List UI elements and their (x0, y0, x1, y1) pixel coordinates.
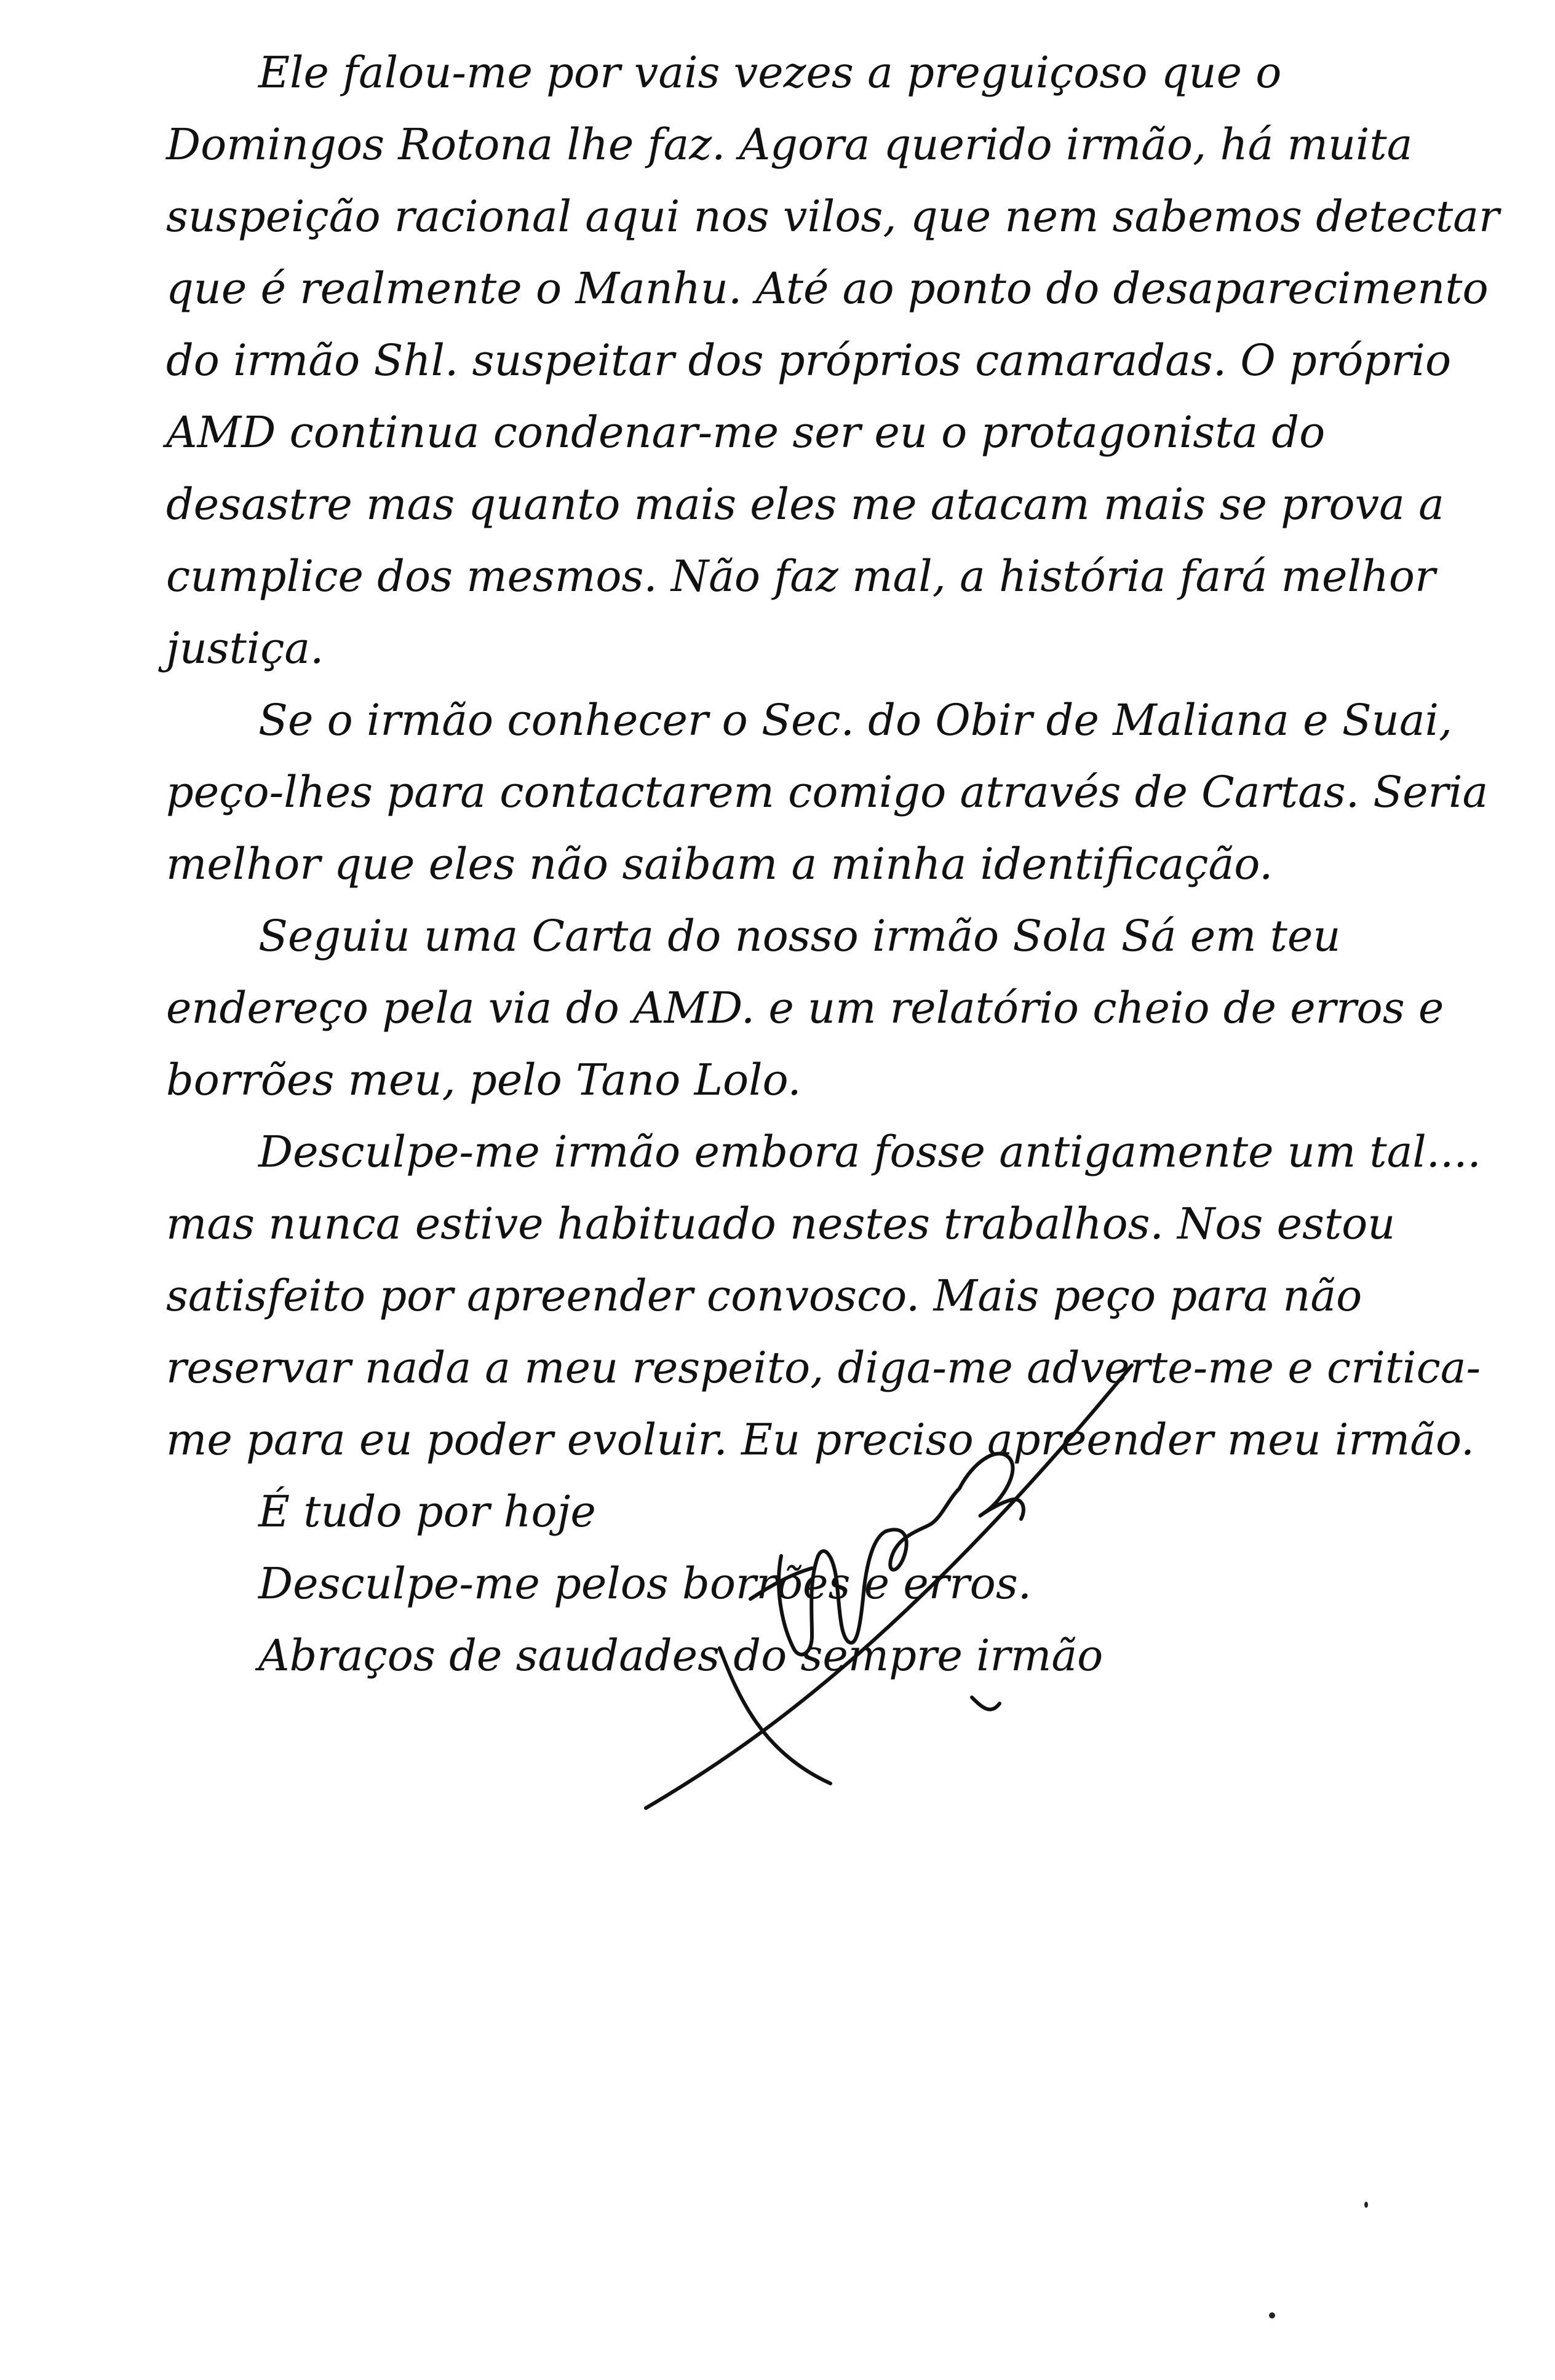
ink-speck (1364, 2202, 1368, 2208)
ink-speck (1269, 2312, 1275, 2319)
closing-line-1: É tudo por hoje (258, 1486, 596, 1537)
paragraph-4: Desculpe-me irmão embora fosse antigamente um tal.... mas nunca estive habituado nestes trabalhos. Nos estou satisfeito por apreender convosco. Mais peço para não reservar nada a meu respeito, diga-me adverte-me e critica-me para eu poder evoluir. Eu preciso apreender meu irmão. (166, 1127, 1481, 1465)
paragraph-2: Se o irmão conhecer o Sec. do Obir de Maliana e Suai, peço-lhes para contactarem comigo através de Cartas. Seria melhor que eles não saibam a minha identificação. (166, 695, 1489, 889)
paragraph-1: Ele falou-me por vais vezes a preguiçoso que o Domingos Rotona lhe faz. Agora querido irmão, há muita suspeição racional aqui nos vilos, que nem sabemos detectar que é realmente o Manhu. Até ao ponto do desaparecimento do irmão Shl. suspeitar dos próprios camaradas. O próprio AMD continua condenar-me ser eu o protagonista do desastre mas quanto mais eles me atacam mais se prova a cumplice dos mesmos. Não faz mal, a história fará melhor justiça. (166, 47, 1500, 673)
closing-line-2: Desculpe-me pelos borrões e erros. (258, 1558, 1032, 1609)
handwritten-signature (627, 1353, 1181, 1820)
paragraph-3: Seguiu uma Carta do nosso irmão Sola Sá em teu endereço pela via do AMD. e um relatório cheio de erros e borrões meu, pelo Tano Lolo. (166, 911, 1444, 1105)
closing-line-3: Abraços de saudades do sempre irmão (258, 1630, 1104, 1681)
